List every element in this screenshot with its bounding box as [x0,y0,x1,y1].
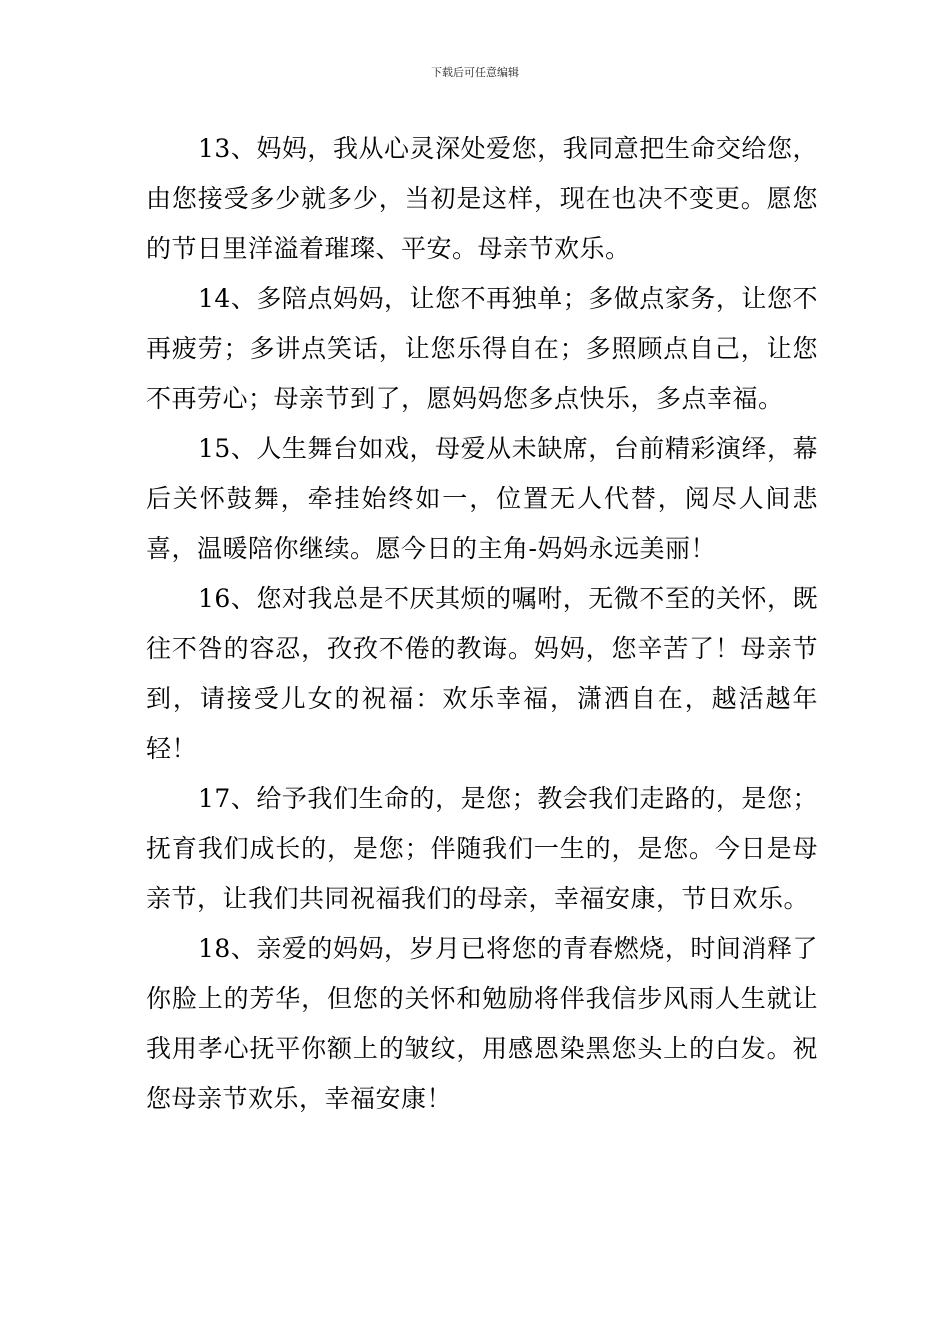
paragraph-18: 18、亲爱的妈妈，岁月已将您的青春燃烧，时间消释了你脸上的芳华，但您的关怀和勉励将伴我信步风雨人生就让我用孝心抚平你额上的皱纹，用感恩染黑您头上的白发。祝您母亲节欢乐，幸福安康！ [146,934,818,1113]
paragraph-14: 14、多陪点妈妈，让您不再独单；多做点家务，让您不再疲劳；多讲点笑话，让您乐得自在；多照顾点自己，让您不再劳心；母亲节到了，愿妈妈您多点快乐，多点幸福。 [146,284,818,413]
document-body [146,124,818,1124]
paragraph-17: 17、给予我们生命的，是您；教会我们走路的，是您；抚育我们成长的，是您；伴随我们一生的，是您。今日是母亲节，让我们共同祝福我们的母亲，幸福安康，节日欢乐。 [146,784,818,913]
paragraph-16: 16、您对我总是不厌其烦的嘱咐，无微不至的关怀，既往不咎的容忍，孜孜不倦的教诲。妈妈，您辛苦了！母亲节到，请接受儿女的祝福：欢乐幸福，潇洒自在，越活越年轻！ [146,584,818,763]
paragraph-13: 13、妈妈，我从心灵深处爱您，我同意把生命交给您，由您接受多少就多少，当初是这样，现在也决不变更。愿您的节日里洋溢着璀璨、平安。母亲节欢乐。 [146,134,818,263]
header-note: 下载后可任意编辑 [431,66,519,79]
paragraph-15: 15、人生舞台如戏，母爱从未缺席，台前精彩演绎，幕后关怀鼓舞，牵挂始终如一，位置无人代替，阅尽人间悲喜，温暖陪你继续。愿今日的主角-妈妈永远美丽！ [146,434,818,563]
